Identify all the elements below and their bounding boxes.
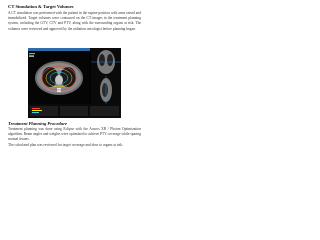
- paragraph-3: The calculated plan was reviewed for target coverage and dose to organs at risk.: [8, 143, 124, 147]
- dose-volume-strip: [28, 104, 121, 118]
- coronal-ct-view: [91, 48, 121, 76]
- sagittal-ct-view: [91, 76, 121, 104]
- document-page: [0, 0, 149, 198]
- section-heading-2: Treatment Planning Procedure: [8, 121, 68, 126]
- paragraph-2: Treatment planning was done using Eclipse with the Acuros XB / Photon Optimization algorithm. Beam angles and weights were optimized to achieve PTV coverage while sparing normal tissues.: [8, 127, 141, 142]
- axial-ct-view: [28, 48, 90, 104]
- section-heading: CT Simulation & Target Volumes: [8, 4, 74, 9]
- paragraph-1: A CT simulation was performed with the patient in the supine position with arms raised and immobilized. Target volumes were contoured on the CT images in the treatment planning system, including the GTV, CTV and PTV, along with the surrounding organs at risk. The volumes were reviewed and approved by the radiation oncologist before planning began.: [8, 11, 141, 31]
- ct-scan-figure: [28, 48, 121, 118]
